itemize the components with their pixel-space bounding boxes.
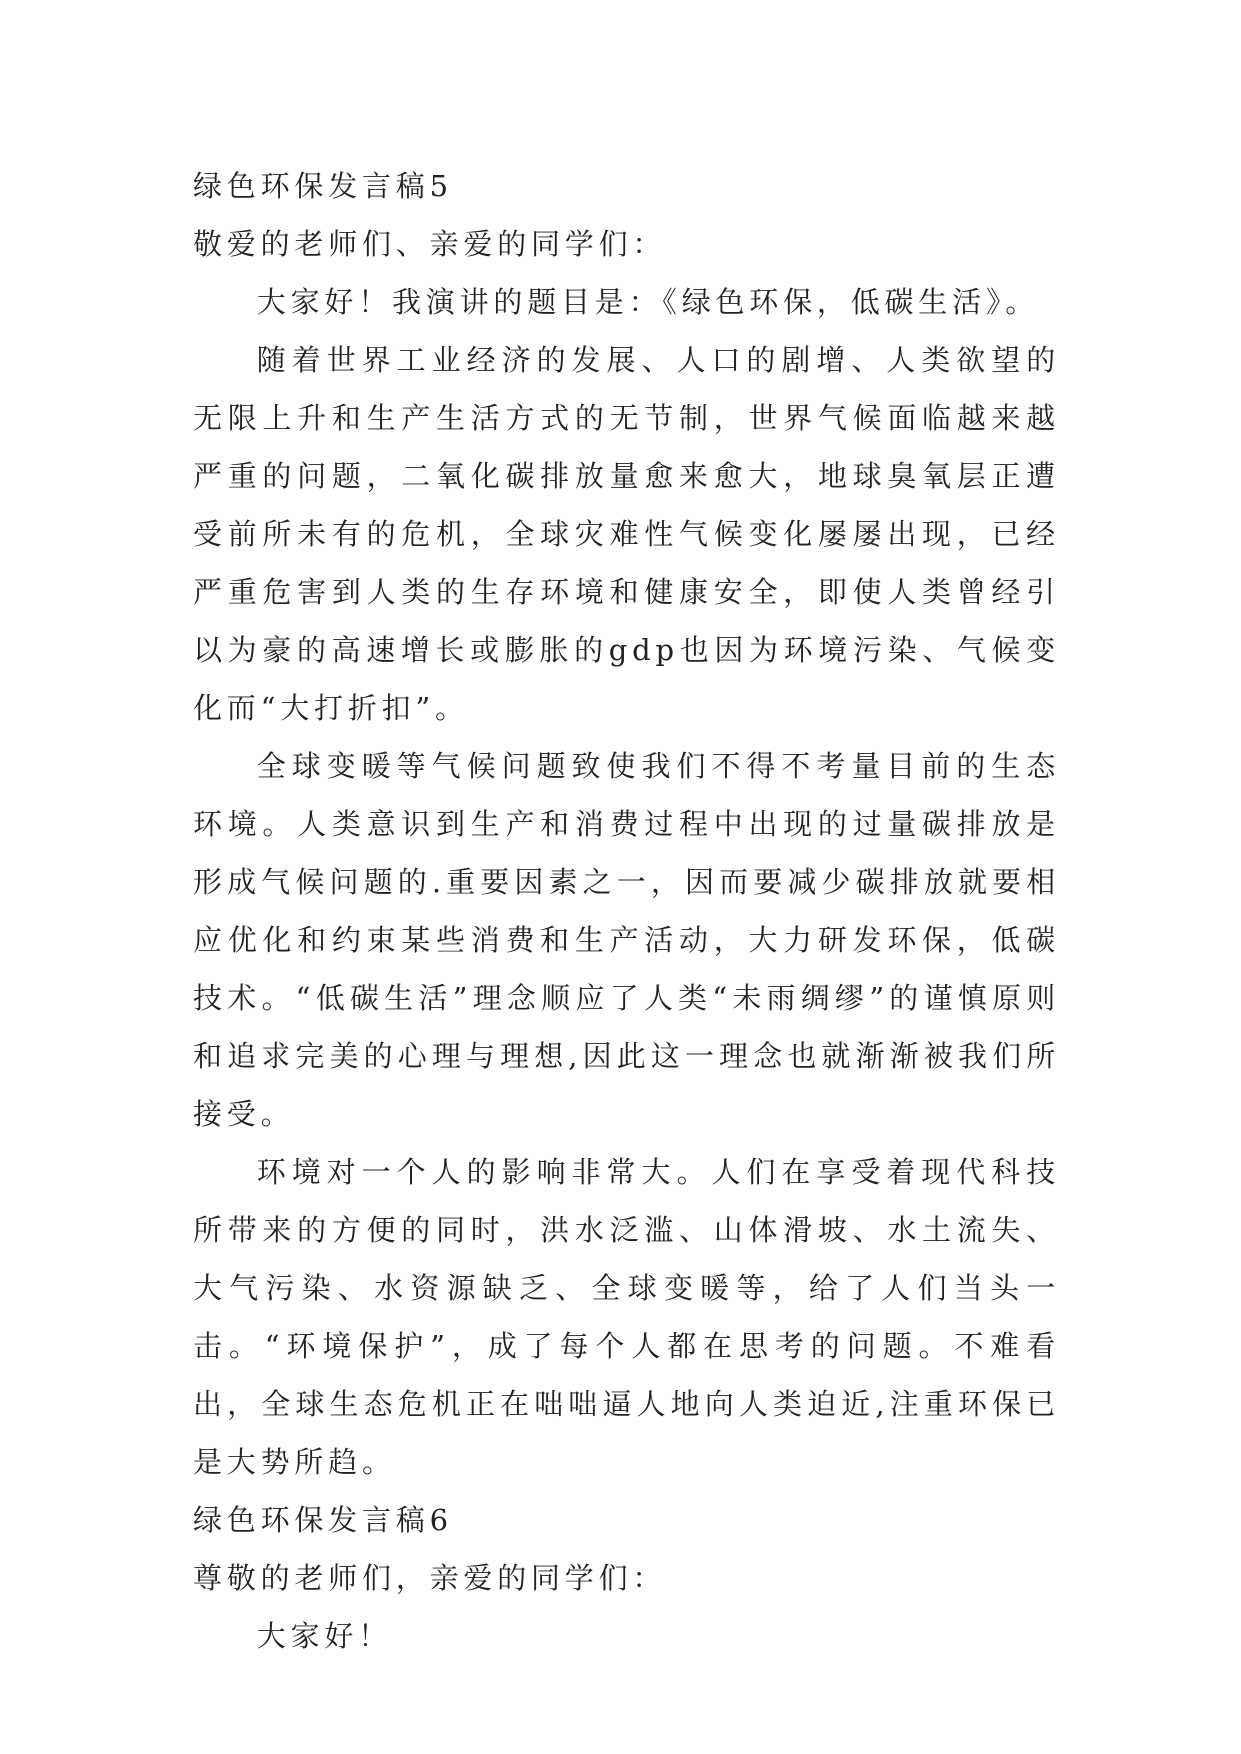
salutation-6: 尊敬的老师们，亲爱的同学们： <box>193 1561 667 1595</box>
greeting-5: 大家好！我演讲的题目是：《绿色环保，低碳生活》。 <box>256 285 1039 319</box>
document-body <box>193 157 1060 1665</box>
salutation-5: 敬爱的老师们、亲爱的同学们： <box>193 227 667 261</box>
paragraph-environment: 环境对一个人的影响非常大。人们在享受着现代科技所带来的方便的同时，洪水泛滥、山体滑坡、水土流失、大气污染、水资源缺乏、全球变暖等，给了人们当头一击。“环境保护”，成了每个人都在思考的问题。不难看出，全球生态危机正在咄咄逼人地向人类迫近,注重环保已是大势所趋。 <box>193 1155 1060 1479</box>
greeting-6: 大家好！ <box>256 1619 392 1653</box>
paragraph-climate: 随着世界工业经济的发展、人口的剧增、人类欲望的无限上升和生产生活方式的无节制，世界气候面临越来越严重的问题，二氧化碳排放量愈来愈大，地球臭氧层正遭受前所未有的危机，全球灾难性气候变化屡屡出现，已经严重危害到人类的生存环境和健康安全，即使人类曾经引以为豪的高速增长或膨胀的gdp也因为环境污染、气候变化而“大打折扣”。 <box>193 343 1060 725</box>
paragraph-low-carbon: 全球变暖等气候问题致使我们不得不考量目前的生态环境。人类意识到生产和消费过程中出现的过量碳排放是形成气候问题的.重要因素之一，因而要减少碳排放就要相应优化和约束某些消费和生产活动，大力研发环保，低碳技术。“低碳生活”理念顺应了人类“未雨绸缪”的谨慎原则和追求完美的心理与理想,因此这一理念也就渐渐被我们所接受。 <box>193 749 1060 1131</box>
section-title-6: 绿色环保发言稿6 <box>193 1503 453 1537</box>
section-title-5: 绿色环保发言稿5 <box>193 169 453 203</box>
